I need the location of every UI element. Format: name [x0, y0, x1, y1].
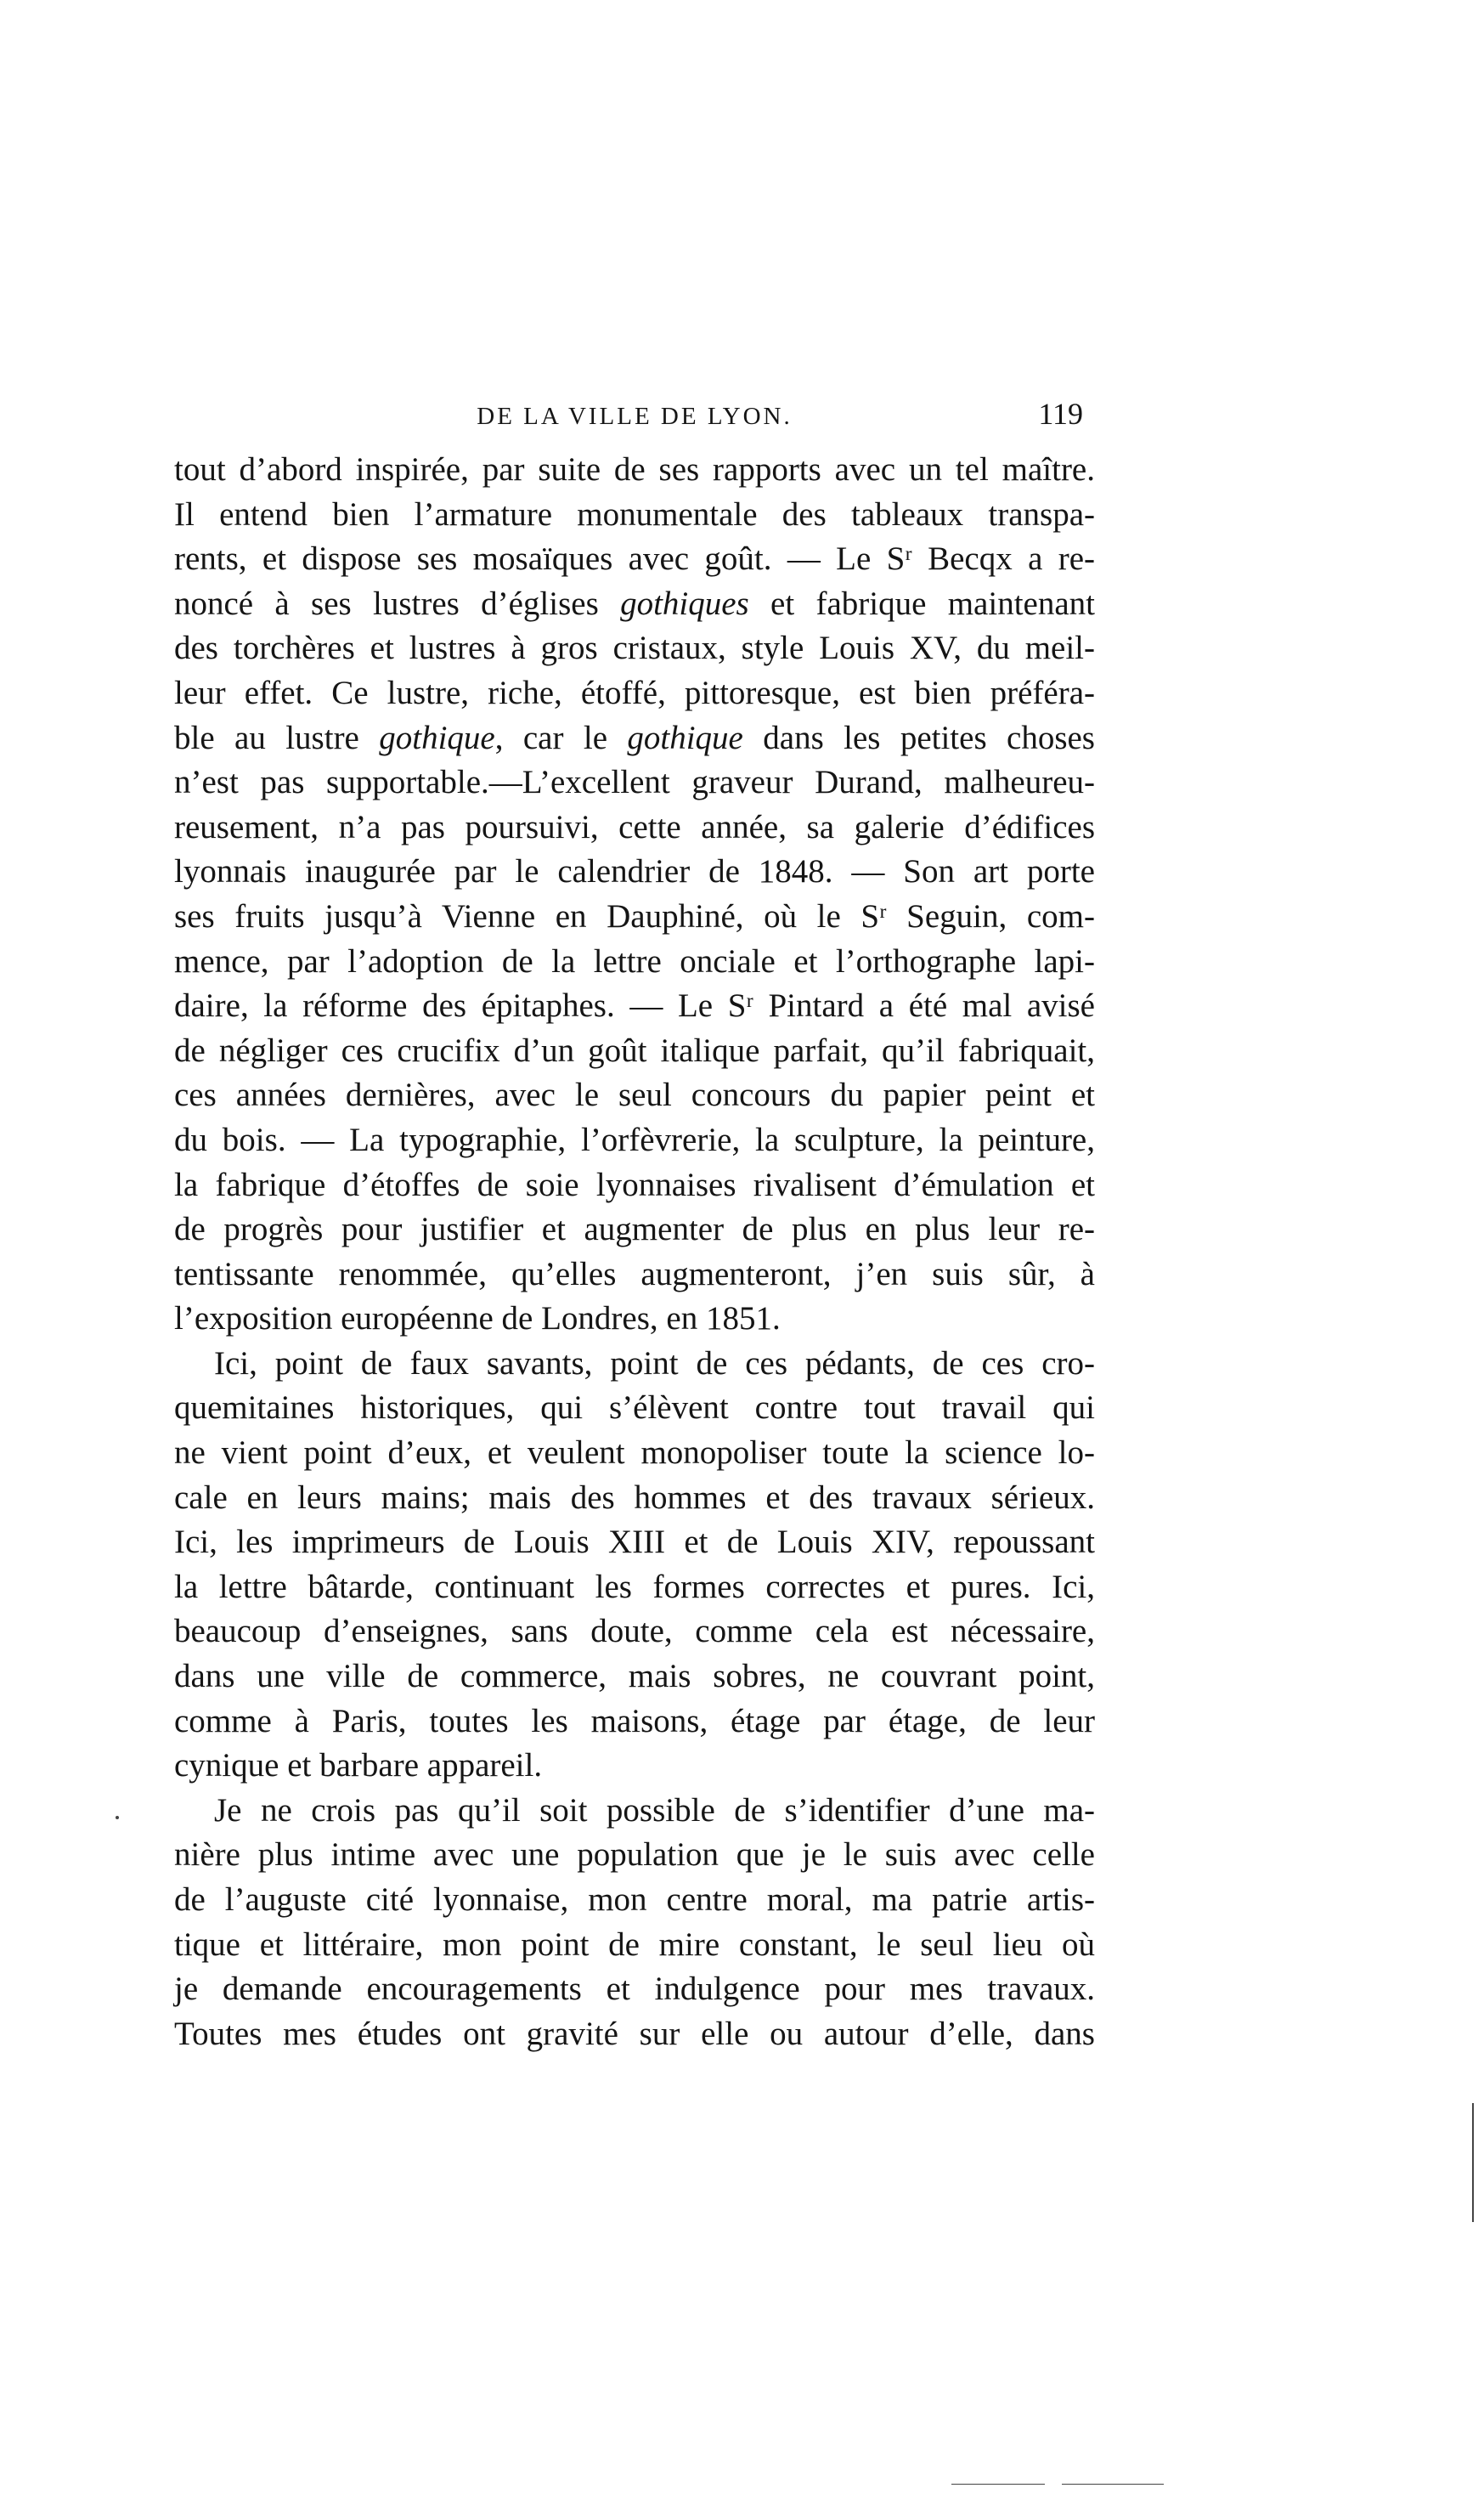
text-line-content — [174, 940, 1095, 985]
text-segment: dans une ville de commerce, mais sobres, ne couvrant point, — [174, 1658, 1095, 1695]
text-segment: noncé à ses lustres d’églises — [174, 585, 621, 622]
text-segment: tique et littéraire, mon point de mire constant, le seul lieu où — [174, 1925, 1095, 1963]
text-segment: et fabrique maintenant — [748, 585, 1095, 622]
text-line-content — [174, 1207, 1095, 1252]
text-line-content — [174, 1654, 1095, 1699]
text-line-content — [174, 626, 1095, 671]
text-segment: quemitaines historiques, qui s’élèvent contre tout travail qui — [174, 1389, 1095, 1427]
text-segment: tentissante renommée, qu’elles augmenteront, j’en suis sûr, à — [174, 1255, 1095, 1292]
text-line — [174, 1520, 1095, 1565]
text-line — [174, 1118, 1095, 1163]
text-line — [174, 1297, 1095, 1342]
page-header — [174, 396, 1095, 438]
text-line — [174, 671, 1095, 716]
page-number: 119 — [1038, 397, 1083, 431]
text-line — [174, 806, 1095, 851]
text-line — [174, 761, 1095, 806]
text-line-content — [174, 1878, 1095, 1923]
text-line-content — [174, 984, 1095, 1029]
text-line — [174, 1833, 1095, 1878]
text-line-content — [174, 582, 1095, 627]
scan-mark — [116, 1816, 119, 1819]
text-line-content — [214, 1342, 1095, 1387]
text-line — [174, 895, 1095, 940]
text-segment: ses fruits jusqu’à Vienne en Dauphiné, où le Sʳ Seguin, com- — [174, 897, 1095, 935]
text-segment: des torchères et lustres à gros cristaux, style Louis XV, du meil- — [174, 630, 1095, 667]
text-segment: ble au lustre — [174, 719, 380, 756]
text-segment: , car le — [494, 719, 628, 756]
text-line-content — [174, 1565, 1095, 1610]
text-line — [174, 1342, 1095, 1387]
text-segment: Je ne crois pas qu’il soit possible de s’identifier d’une ma- — [214, 1791, 1095, 1829]
text-line-content — [174, 1699, 1095, 1744]
text-segment: reusement, n’a pas poursuivi, cette année, sa galerie d’édifices — [174, 808, 1095, 845]
text-line — [174, 582, 1095, 627]
text-line-content — [174, 448, 1095, 493]
text-line — [174, 1386, 1095, 1431]
text-line-content — [174, 1163, 1095, 1208]
text-line-content — [174, 1833, 1095, 1878]
text-segment: beaucoup d’enseignes, sans doute, comme cela est nécessaire, — [174, 1613, 1095, 1650]
text-line-content — [174, 1520, 1095, 1565]
text-line — [174, 626, 1095, 671]
text-segment: lyonnais inaugurée par le calendrier de 1848. — Son art porte — [174, 853, 1095, 891]
text-line-content — [174, 1386, 1095, 1431]
text-segment: n’est pas supportable.—L’excellent graveur Durand, malheureu- — [174, 764, 1095, 801]
text-line — [174, 1252, 1095, 1298]
text-line — [174, 1431, 1095, 1476]
text-line-content — [174, 761, 1095, 806]
text-line — [174, 1654, 1095, 1699]
text-line-content — [174, 1297, 781, 1342]
text-line — [174, 716, 1095, 761]
text-line-content — [174, 1029, 1095, 1074]
text-line-content — [174, 1476, 1095, 1521]
text-line — [174, 1565, 1095, 1610]
italic-text: gothique — [379, 719, 495, 756]
text-line — [174, 1744, 1095, 1789]
text-line — [174, 2012, 1095, 2057]
text-line — [174, 850, 1095, 895]
scan-mark — [1062, 2484, 1164, 2485]
text-line-content — [174, 806, 1095, 851]
running-title: DE LA VILLE DE LYON. — [477, 403, 793, 430]
text-line — [174, 448, 1095, 493]
text-line — [174, 1967, 1095, 2012]
text-segment: Toutes mes études ont gravité sur elle ou autour d’elle, dans — [174, 2015, 1095, 2052]
text-line — [174, 1476, 1095, 1521]
text-segment: ces années dernières, avec le seul concours du papier peint et — [174, 1077, 1095, 1114]
text-segment: mence, par l’adoption de la lettre onciale et l’orthographe lapi- — [174, 942, 1095, 980]
text-line-content — [174, 716, 1095, 761]
text-line — [174, 940, 1095, 985]
text-line — [174, 1609, 1095, 1654]
text-segment: Ici, les imprimeurs de Louis XIII et de Louis XIV, repoussant — [174, 1524, 1095, 1561]
text-line — [174, 537, 1095, 582]
text-segment: de progrès pour justifier et augmenter de plus en plus leur re- — [174, 1211, 1095, 1248]
text-segment: de l’auguste cité lyonnaise, mon centre moral, ma patrie artis- — [174, 1881, 1095, 1918]
text-line-content — [174, 895, 1095, 940]
text-line-content — [174, 537, 1095, 582]
scan-mark — [1472, 2103, 1474, 2222]
text-line-content — [174, 1252, 1095, 1298]
text-line-content — [214, 1789, 1095, 1834]
text-segment: la lettre bâtarde, continuant les formes correctes et pures. Ici, — [174, 1568, 1095, 1605]
text-line-content — [174, 2012, 1095, 2057]
text-segment: nière plus intime avec une population que je le suis avec celle — [174, 1836, 1095, 1874]
text-line-content — [174, 1431, 1095, 1476]
text-line — [174, 1699, 1095, 1744]
text-segment: Ici, point de faux savants, point de ces pédants, de ces cro- — [214, 1344, 1095, 1382]
text-segment: rents, et dispose ses mosaïques avec goût. — Le Sʳ Becqx a re- — [174, 540, 1095, 578]
text-line-content — [174, 1744, 542, 1789]
text-segment: ne vient point d’eux, et veulent monopoliser toute la science lo- — [174, 1434, 1095, 1472]
text-segment: dans les petites choses — [742, 719, 1095, 756]
text-segment: cale en leurs mains; mais des hommes et des travaux sérieux. — [174, 1479, 1095, 1516]
text-line — [174, 1073, 1095, 1118]
text-line — [174, 1789, 1095, 1834]
text-segment: la fabrique d’étoffes de soie lyonnaises rivalisent d’émulation et — [174, 1166, 1095, 1203]
text-segment: daire, la réforme des épitaphes. — Le Sʳ Pintard a été mal avisé — [174, 987, 1095, 1025]
text-line — [174, 1163, 1095, 1208]
text-line — [174, 1923, 1095, 1968]
text-line — [174, 1207, 1095, 1252]
scan-mark — [951, 2484, 1045, 2485]
text-line-content — [174, 1609, 1095, 1654]
text-segment: comme à Paris, toutes les maisons, étage par étage, de leur — [174, 1702, 1095, 1739]
text-line — [174, 984, 1095, 1029]
text-segment: leur effet. Ce lustre, riche, étoffé, pittoresque, est bien préféra- — [174, 674, 1095, 711]
text-line-content — [174, 671, 1095, 716]
text-line — [174, 493, 1095, 538]
text-line-content — [174, 850, 1095, 895]
text-segment: du bois. — La typographie, l’orfèvrerie, la sculpture, la peinture, — [174, 1121, 1095, 1158]
text-segment: cynique et barbare appareil. — [174, 1747, 543, 1784]
italic-text: gothique — [627, 719, 743, 756]
text-line — [174, 1029, 1095, 1074]
text-line-content — [174, 493, 1095, 538]
text-segment: je demande encouragements et indulgence pour mes travaux. — [174, 1971, 1095, 2008]
text-line — [174, 1878, 1095, 1923]
text-segment: de négliger ces crucifix d’un goût italique parfait, qu’il fabriquait, — [174, 1032, 1095, 1069]
body-text — [174, 448, 1095, 2056]
text-line-content — [174, 1073, 1095, 1118]
text-segment: l’exposition européenne de Londres, en 1851. — [174, 1300, 781, 1337]
text-line-content — [174, 1118, 1095, 1163]
text-segment: tout d’abord inspirée, par suite de ses rapports avec un tel maître. — [174, 451, 1095, 488]
text-segment: Il entend bien l’armature monumentale des tableaux transpa- — [174, 495, 1095, 533]
text-line-content — [174, 1967, 1095, 2012]
text-line-content — [174, 1923, 1095, 1968]
italic-text: gothiques — [620, 585, 749, 622]
